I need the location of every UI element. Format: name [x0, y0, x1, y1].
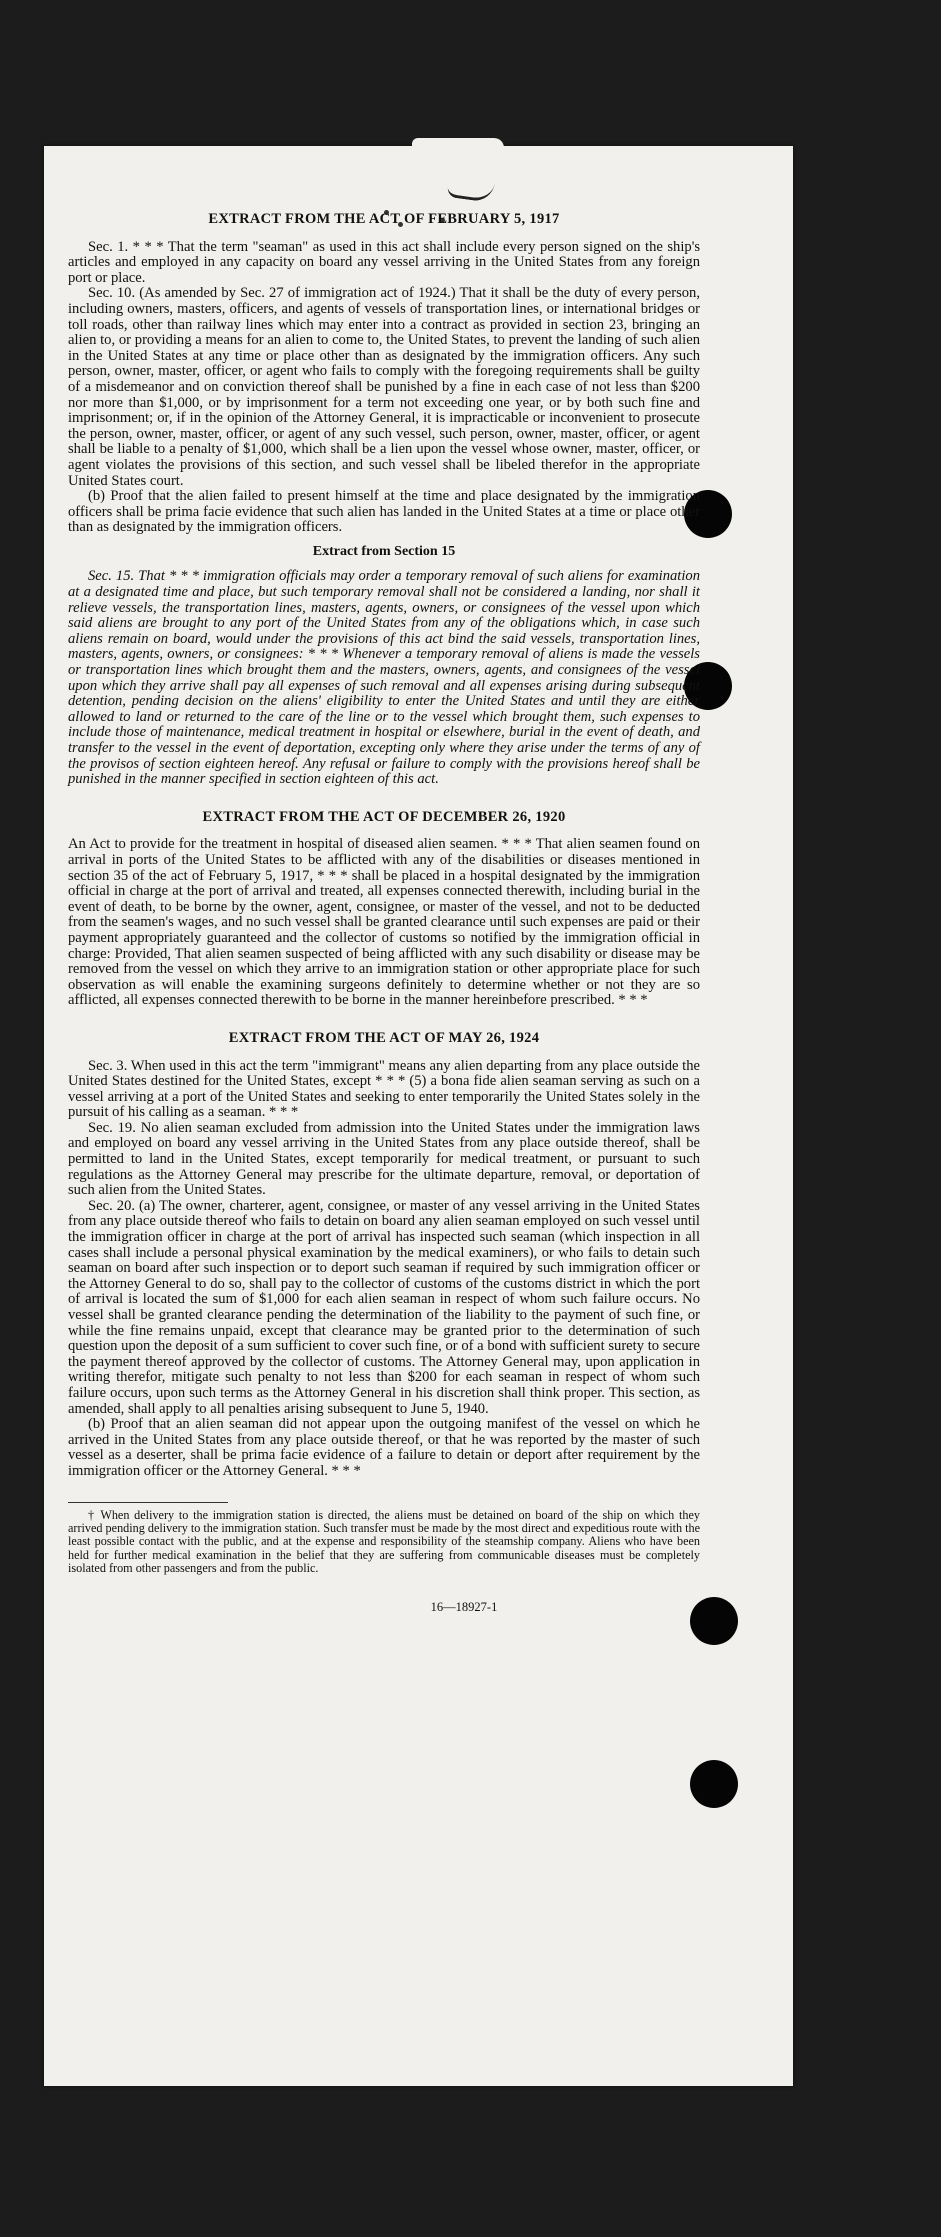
sec-19-paragraph: Sec. 19. No alien seaman excluded from admission into the United States under the immigration laws and employed on board any vessel arriving in the United States from any place outside thereof, shall be permitted to land in the United States, except temporarily for medical treatment, or pursuant to such regulations as the Attorney General may prescribe for the ultimate departure, removal, or deportation of such alien from the United States. — [68, 1119, 700, 1199]
sec-15-paragraph: Sec. 15. That * * * immigration officials may order a temporary removal of such aliens for examination at a designated time and place, but such temporary removal shall not be considered a landing, nor shall it relieve vessels, the transportation lines, masters, agents, owners, or consignees of the vessel upon which said aliens are brought to any port of the United States from any of the obligations which, in case such aliens remain on board, would under the provisions of this act bind the said vessels, transportation lines, masters, agents, owners, or consignees: * * * Whenever a temporary removal of aliens is made the vessels or transportation lines which brought them and the masters, owners, agents, and consignees of the vessel upon which they arrive shall pay all expenses of such removal and all expenses arising during subsequent detention, pending decision on the aliens' eligibility to enter the United States and until they are either allowed to land or returned to the care of the line or to the vessel which brought them, such expenses to include those of maintenance, medical treatment in hospital or elsewhere, burial in the event of death, and transfer to the vessel in the event of deportation, excepting only where they arise under the terms of any of the provisos of section eighteen hereof. Any refusal or failure to comply with the provisions hereof shall be punished in the manner specified in section eighteen of this act. — [68, 568, 700, 788]
act-1924-section — [68, 1031, 700, 1480]
section-15-heading: Extract from Section 15 — [312, 543, 456, 559]
footnote-divider — [68, 1502, 228, 1503]
sec-20a-paragraph: Sec. 20. (a) The owner, charterer, agent, consignee, or master of any vessel arriving in the United States from any place outside thereof who fails to detain on board any alien seaman employed on such vessel until the immigration officer in charge at the port of arrival has inspected such seaman (which inspection in all cases shall include a personal physical examination by the medical examiners), or who fails to detain such seaman on board after such inspection or to deport such seaman if required by such immigration officer or the Attorney General to do so, shall pay to the collector of customs of the customs district in which the port of arrival is located the sum of $1,000 for each alien seaman in respect of whom such failure occurs. No vessel shall be granted clearance pending the determination of the liability to the payment of such fine, or while the fine remains unpaid, except that clearance may be granted prior to the determination of such question upon the deposit of a sum sufficient to cover such fine, or of a bond with sufficient surety to secure the payment thereof approved by the collector of customs. The Attorney General may, upon application in writing therefor, mitigate such penalty to not less than $200 for each seaman in respect of whom such failure occurs, upon such terms as the Attorney General in his discretion shall think proper. This section, as amended, shall apply to all penalties arising subsequent to June 5, 1940. — [68, 1197, 700, 1417]
punch-hole — [690, 1760, 738, 1808]
act-1917-section — [68, 212, 700, 788]
sec-3-paragraph: Sec. 3. When used in this act the term "immigrant" means any alien departing from any place outside the United States destined for the United States, except * * * (5) a bona fide alien seaman serving as such on a vessel arriving at a port of the United States and seeking to enter temporarily the United States solely in the pursuit of his calling as a seaman. * * * — [68, 1057, 700, 1121]
document-number: 16—18927-1 — [430, 1599, 498, 1614]
sec-10-paragraph: Sec. 10. (As amended by Sec. 27 of immigration act of 1924.) That it shall be the duty of every person, including owners, masters, officers, and agents of vessels of transportation lines, or international bridges or toll roads, other than railway lines which may enter into a contract as provided in section 23, bringing an alien to, or providing a means for an alien to come to, the United States, to prevent the landing of such alien in the United States at any time or place other than as designated by the immigration officers. Any such person, owner, master, officer, or agent who fails to comply with the foregoing requirements shall be guilty of a misdemeanor and on conviction thereof shall be punished by a fine in each case of not less than $200 nor more than $1,000, or by imprisonment for a term not exceeding one year, or by both such fine and imprisonment; or, if in the opinion of the Attorney General, it is impracticable or inconvenient to prosecute the person, owner, master, officer, or agent of any such vessel, such person, owner, master, officer, or agent shall be liable to a penalty of $1,000, which shall be a lien upon the vessel whose owner, master, officer, or agent violates the provisions of this section, and such vessel shall be libeled therefor in the appropriate United States court. — [68, 285, 700, 489]
act-1920-section — [68, 810, 700, 1009]
act-1924-heading: EXTRACT FROM THE ACT OF MAY 26, 1924 — [228, 1029, 540, 1046]
document-text — [68, 212, 700, 1615]
sec-10b-paragraph: (b) Proof that the alien failed to present himself at the time and place designated by the immigration officers shall be prima facie evidence that such alien has landed in the United States at a time or place other than as designated by the immigration officers. — [68, 488, 700, 536]
act-1920-heading: EXTRACT FROM THE ACT OF DECEMBER 26, 1920 — [202, 808, 566, 825]
sec-1-paragraph: Sec. 1. * * * That the term "seaman" as used in this act shall include every person signed on the ship's articles and employed in any capacity on board any vessel arriving in the United States from any foreign port or place. — [68, 238, 700, 286]
footnote: † When delivery to the immigration station is directed, the aliens must be detained on board of the ship on which they arrived pending delivery to the immigration station. Such transfer must be made by the most direct and expeditious route with the least possible contact with the public, and at the expense and responsibility of the steamship company. Aliens who have been held for further medical examination in the belief that they are suffering from communicable diseases must be completely isolated from other passengers and from the public. — [68, 1507, 700, 1576]
act-1917-heading: EXTRACT FROM THE ACT OF FEBRUARY 5, 1917 — [208, 211, 560, 227]
sec-20b-paragraph: (b) Proof that an alien seaman did not appear upon the outgoing manifest of the vessel on which he arrived in the United States from any place outside thereof, or that he was reported by the master of such vessel as a deserter, shall be prima facie evidence of a failure to detain or deport after requirement by the immigration officer or the Attorney General. * * * — [68, 1416, 700, 1479]
act-1920-paragraph: An Act to provide for the treatment in hospital of diseased alien seamen. * * * That alien seamen found on arrival in ports of the United States to be afflicted with any of the disabilities or diseases mentioned in section 35 of the act of February 5, 1917, * * * shall be placed in a hospital designated by the immigration official in charge at the port of arrival and treated, all expenses connected therewith, including burial in the event of death, to be borne by the owner, agent, consignee, or master of the vessel, and not to be deducted from the seamen's wages, and no such vessel shall be granted clearance until such expenses are paid or their payment appropriately guaranteed and the collector of customs so notified by the immigration official in charge: Provided, That alien seamen suspected of being afflicted with any such disability or disease may be removed from the vessel on which they arrive to an immigration station or other appropriate place for such observation as will enable the examining surgeons definitely to determine whether or not they are so afflicted, all expenses connected therewith to be borne in the manner hereinbefore prescribed. * * * — [68, 836, 700, 1009]
